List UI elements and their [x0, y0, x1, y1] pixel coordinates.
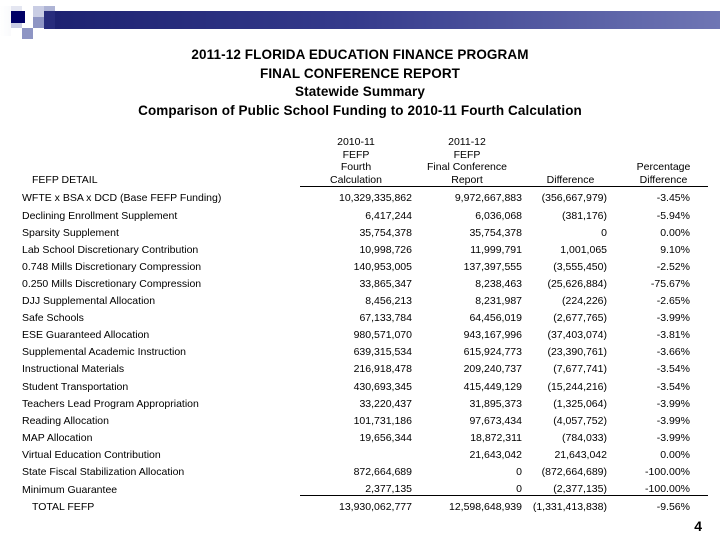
- row-fourth: 33,220,437: [359, 397, 412, 410]
- header-col4-line2: [619, 149, 708, 162]
- header-col3-line3: [522, 161, 619, 174]
- total-percentage: -9.56%: [656, 501, 690, 514]
- row-difference: (7,677,741): [553, 363, 607, 376]
- header-col2-line1: 2011-12: [448, 136, 486, 148]
- row-label: WFTE x BSA x DCD (Base FEFP Funding): [22, 192, 222, 205]
- table-row: [22, 307, 708, 324]
- row-fourth: 980,571,070: [353, 329, 412, 342]
- row-fourth: 872,664,689: [353, 465, 412, 478]
- table-row: [22, 273, 708, 290]
- row-difference: (37,403,074): [547, 329, 607, 342]
- row-fourth: 35,754,378: [359, 226, 412, 239]
- row-difference: (356,667,979): [541, 192, 607, 205]
- header-decoration: [0, 0, 720, 46]
- title-line-2: FINAL CONFERENCE REPORT: [259, 65, 461, 81]
- header-row-1: [22, 136, 708, 149]
- row-final: 97,673,434: [469, 414, 522, 427]
- row-fourth: 2,377,135: [300, 478, 412, 496]
- row-label: Sparsity Supplement: [22, 226, 119, 239]
- total-fourth: 13,930,062,777: [339, 501, 412, 514]
- table-total-row: [22, 496, 708, 514]
- total-difference: (1,331,413,838): [532, 501, 607, 514]
- row-percentage: -75.67%: [650, 277, 690, 290]
- row-fourth: 639,315,534: [353, 346, 412, 359]
- row-difference: (1,325,064): [553, 397, 607, 410]
- row-difference: 21,643,042: [554, 448, 607, 461]
- row-label: Declining Enrollment Supplement: [22, 209, 178, 222]
- header-col1-line2: FEFP: [342, 148, 370, 161]
- row-label: MAP Allocation: [22, 431, 93, 444]
- row-final: 0: [516, 465, 522, 478]
- row-final: 64,456,019: [469, 312, 522, 325]
- row-difference: (381,176): [562, 209, 607, 222]
- header-blank: [22, 136, 300, 149]
- header-col3-line2: [522, 149, 619, 162]
- row-label: Minimum Guarantee: [22, 483, 118, 496]
- row-label: Reading Allocation: [22, 414, 109, 427]
- row-label: Student Transportation: [22, 380, 129, 393]
- row-final: 943,167,996: [463, 329, 522, 342]
- header-col2-line4: Report: [412, 174, 522, 187]
- total-label: TOTAL FEFP: [32, 501, 95, 514]
- row-percentage: 9.10%: [660, 243, 690, 256]
- report-table-container: [0, 136, 720, 513]
- row-difference: (2,377,135): [522, 478, 619, 496]
- row-difference: 1,001,065: [560, 243, 607, 256]
- table-row: [22, 427, 708, 444]
- row-final: 8,231,987: [475, 295, 522, 308]
- table-header: [22, 136, 708, 187]
- row-percentage: -3.54%: [656, 363, 690, 376]
- page-title: [0, 46, 720, 120]
- row-fourth: 33,865,347: [359, 277, 412, 290]
- header-col2-line3: Final Conference: [427, 161, 507, 174]
- header-col4-line4: Difference: [619, 174, 708, 187]
- row-percentage: -3.99%: [656, 397, 690, 410]
- row-difference: (872,664,689): [541, 465, 607, 478]
- table-row: [22, 222, 708, 239]
- header-row-3: [22, 161, 708, 174]
- row-label: Virtual Education Contribution: [22, 448, 161, 461]
- row-fourth: 10,998,726: [359, 243, 412, 256]
- row-label: Supplemental Academic Instruction: [22, 346, 187, 359]
- table-row: [22, 461, 708, 478]
- row-final: 415,449,129: [463, 380, 522, 393]
- header-col4-line1: [619, 136, 708, 149]
- table-row: [22, 204, 708, 221]
- row-final: 6,036,068: [475, 209, 522, 222]
- table-row: [22, 393, 708, 410]
- row-difference: (23,390,761): [547, 346, 607, 359]
- row-difference: (15,244,216): [547, 380, 607, 393]
- header-row-4: [22, 174, 708, 187]
- total-final: 12,598,648,939: [449, 501, 522, 514]
- row-final: 615,924,773: [463, 346, 522, 359]
- row-fourth: 67,133,784: [359, 312, 412, 325]
- row-percentage: -5.94%: [656, 209, 690, 222]
- table-row: [22, 290, 708, 307]
- row-percentage: -3.99%: [656, 414, 690, 427]
- row-label: 0.748 Mills Discretionary Compression: [22, 260, 202, 273]
- table-row: [22, 256, 708, 273]
- header-blank: [22, 149, 300, 162]
- title-line-3: Statewide Summary: [295, 84, 425, 99]
- row-final: 137,397,555: [463, 260, 522, 273]
- table-body: [22, 187, 708, 513]
- row-final: 209,240,737: [463, 363, 522, 376]
- row-difference: 0: [601, 226, 607, 239]
- header-col3-line4: Difference: [522, 174, 619, 187]
- header-row-2: [22, 149, 708, 162]
- row-percentage: -3.66%: [656, 346, 690, 359]
- table-row: [22, 341, 708, 358]
- table-row: [22, 358, 708, 375]
- header-blank: [22, 161, 300, 174]
- row-final: 11,999,791: [470, 243, 522, 256]
- row-percentage: -2.52%: [656, 260, 690, 273]
- row-fourth: 8,456,213: [365, 295, 412, 308]
- row-label: Lab School Discretionary Contribution: [22, 243, 199, 256]
- row-label: ESE Guaranteed Allocation: [22, 329, 150, 342]
- row-percentage: -3.81%: [656, 329, 690, 342]
- row-difference: (25,626,884): [547, 277, 607, 290]
- row-difference: (784,033): [562, 431, 607, 444]
- row-final: 9,972,667,883: [454, 192, 522, 205]
- row-final: 21,643,042: [469, 448, 522, 461]
- table-row: [22, 239, 708, 256]
- title-line-4: Comparison of Public School Funding to 2010-11 Fourth Calculation: [138, 102, 582, 118]
- row-final: 18,872,311: [470, 431, 522, 444]
- row-percentage: -3.99%: [656, 431, 690, 444]
- row-percentage: 0.00%: [660, 448, 690, 461]
- fefp-comparison-table: [22, 136, 708, 513]
- row-percentage: -100.00%: [619, 478, 708, 496]
- row-percentage: -2.65%: [656, 295, 690, 308]
- table-row: [22, 444, 708, 461]
- row-final: 0: [412, 478, 522, 496]
- row-fourth: 19,656,344: [359, 431, 412, 444]
- row-difference: (4,057,752): [553, 414, 607, 427]
- row-difference: (224,226): [562, 295, 607, 308]
- table-row: [22, 324, 708, 341]
- row-final: 8,238,463: [475, 277, 522, 290]
- header-col3-line1: [522, 136, 619, 149]
- row-percentage: 0.00%: [660, 226, 690, 239]
- row-final: 35,754,378: [469, 226, 522, 239]
- row-label: Teachers Lead Program Appropriation: [22, 397, 199, 410]
- row-percentage: -100.00%: [645, 465, 690, 478]
- title-line-1: 2011-12 FLORIDA EDUCATION FINANCE PROGRAM: [191, 47, 529, 62]
- table-row: [22, 410, 708, 427]
- row-fourth: 430,693,345: [353, 380, 412, 393]
- table-row: [22, 375, 708, 392]
- header-col2-line2: FEFP: [453, 148, 481, 161]
- section-label: FEFP DETAIL: [32, 174, 98, 187]
- row-label: DJJ Supplemental Allocation: [22, 295, 156, 308]
- row-fourth: 140,953,005: [353, 260, 412, 273]
- header-col4-line3: Percentage: [636, 161, 691, 174]
- row-fourth: 101,731,186: [353, 414, 412, 427]
- row-label: Safe Schools: [22, 312, 84, 325]
- page-number: 4: [694, 518, 702, 534]
- row-label: Instructional Materials: [22, 363, 125, 376]
- row-fourth: [300, 444, 412, 461]
- row-fourth: 10,329,335,862: [339, 192, 412, 205]
- row-final: 31,895,373: [469, 397, 522, 410]
- row-label: 0.250 Mills Discretionary Compression: [22, 277, 202, 290]
- row-difference: (2,677,765): [553, 312, 607, 325]
- header-col1-line1: 2010-11: [337, 136, 375, 148]
- row-percentage: -3.99%: [656, 312, 690, 325]
- row-difference: (3,555,450): [553, 260, 607, 273]
- row-fourth: 6,417,244: [365, 209, 412, 222]
- row-fourth: 216,918,478: [353, 363, 412, 376]
- row-label: State Fiscal Stabilization Allocation: [22, 465, 185, 478]
- table-row: [22, 478, 708, 496]
- header-col1-line3: Fourth: [340, 161, 372, 174]
- row-percentage: -3.45%: [656, 192, 690, 205]
- row-percentage: -3.54%: [656, 380, 690, 393]
- table-row: [22, 187, 708, 205]
- header-col1-line4: Calculation: [300, 174, 412, 187]
